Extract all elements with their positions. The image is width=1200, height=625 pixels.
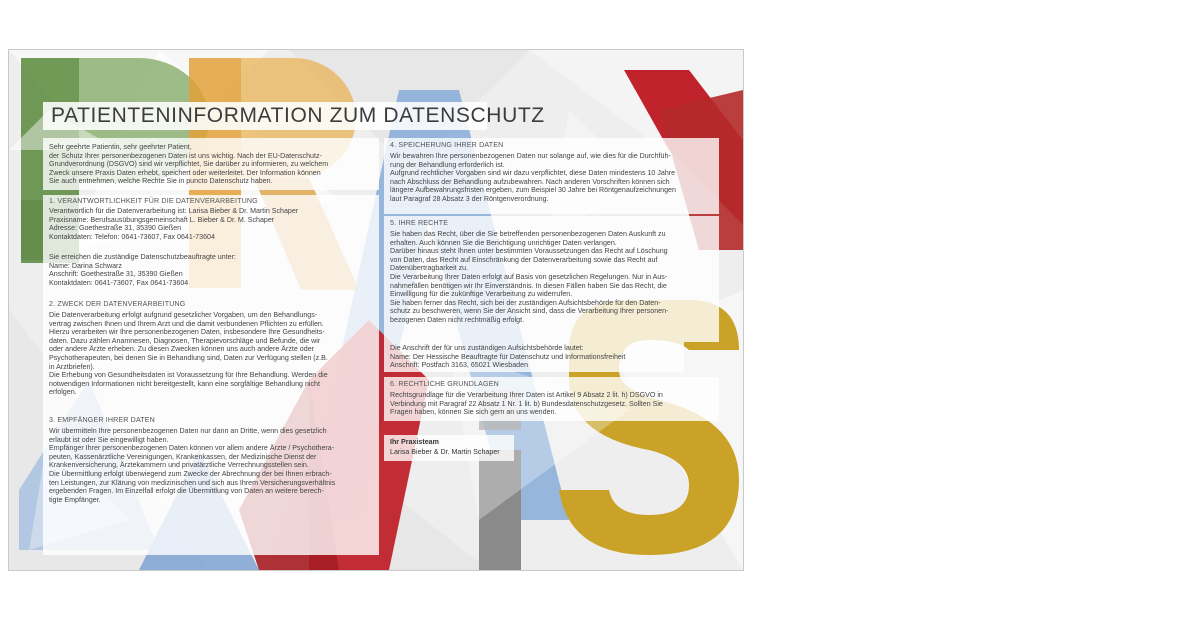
section-5-heading: 5. IHRE RECHTE	[390, 219, 449, 227]
section-6-body: Rechtsgrundlage für die Verarbeitung Ihrer Daten ist Artikel 9 Absatz 2 lit. h) DSGVO in Verbindung mit Paragraf 22 Absatz 1 Nr. 1 lit. b) Bundesdatenschutzgesetz. Sollten Sie Fragen haben, können Sie sich gern an uns wenden.	[390, 391, 663, 417]
section-4-panel	[384, 138, 719, 214]
section-6-heading: 6. RECHTLICHE GRUNDLAGEN	[390, 380, 499, 388]
page-title: PATIENTENINFORMATION ZUM DATENSCHUTZ	[51, 104, 545, 127]
section-3-heading: 3. EMPFÄNGER IHRER DATEN	[49, 416, 155, 424]
section-5-body: Sie haben das Recht, über die Sie betreffenden personenbezogenen Daten Auskunft zu erhalten. Auch können Sie die Berichtigung unrichtiger Daten verlangen. Darüber hinaus steht Ihnen unter bestimmten Voraussetzungen das Recht auf Löschung von Daten, das Recht auf Einschränkung der Datenverarbeitung sowie das Recht auf Datenübertragbarkeit zu. Die Verarbeitung Ihrer Daten erfolgt auf Basis von gesetzlichen Regelungen. Nur in Aus- nahmefällen benötigen wir Ihr Einverständnis. In diesen Fällen haben Sie das Recht, die Einwilligung für die zukünftige Verarbeitung zu widerrufen. Sie haben ferner das Recht, sich bei der zuständigen Aufsichtsbehörde für den Daten- schutz zu beschweren, wenn Sie der Ansicht sind, dass die Verarbeitung Ihrer personen- bezogenen Daten nicht rechtmäßig erfolgt.	[390, 230, 669, 324]
section-1-body: Verantwortlich für die Datenverarbeitung ist: Larisa Bieber & Dr. Martin Schaper Praxisname: Berufsausübungsgemeinschaft L. Bieber & Dr. M. Schaper Adresse: Goethestraße 31, 35390 Gießen Kontaktdaten: Telefon: 0641-73607, Fax 0641-73604	[49, 207, 299, 241]
section-5-panel	[384, 216, 719, 342]
title-box	[43, 102, 545, 130]
intro-panel	[43, 138, 379, 190]
section-6-panel	[384, 377, 719, 421]
info-sheet	[8, 49, 744, 571]
intro-text: Sehr geehrte Patientin, sehr geehrter Patient, der Schutz Ihrer personenbezogenen Daten ist uns wichtig. Nach der EU-Datenschutz- Grundverordnung (DSGVO) sind wir verpflichtet, Sie darüber zu informieren, zu welchem Zweck unsere Praxis Daten erhebt, speichert oder weiterleitet. Der Information können Sie auch entnehmen, welche Rechte Sie in puncto Datenschutz haben.	[49, 143, 329, 186]
authority-panel	[384, 342, 684, 372]
signature-names: Larisa Bieber & Dr. Martin Schaper	[390, 448, 500, 456]
section-2-heading: 2. ZWECK DER DATENVERARBEITUNG	[49, 300, 186, 308]
section-2-body: Die Datenverarbeitung erfolgt aufgrund gesetzlicher Vorgaben, um den Behandlungs- vertrag zwischen Ihnen und Ihrem Arzt und die damit verbundenen Pflichten zu erfüllen. Hierzu verarbeiten wir Ihre personenbezogenen Daten, insbesondere Ihre Gesundheits- daten. Dazu zählen Anamnesen, Diagnosen, Therapievorschläge und Befunde, die wir oder andere Ärzte erheben. Zu diesen Zwecken können uns auch andere Ärzte oder Psychotherapeuten, bei denen Sie in Behandlung sind, Daten zur Verfügung stellen (z.B. in Arztbriefen). Die Erhebung von Gesundheitsdaten ist Voraussetzung für Ihre Behandlung. Werden die notwendigen Informationen nicht bereitgestellt, kann eine sorgfältige Behandlung nicht erfolgen.	[49, 311, 328, 397]
authority-text: Die Anschrift der für uns zuständigen Aufsichtsbehörde lautet: Name: Der Hessische Beauftragte für Datenschutz und Informationsfreiheit Anschrift: Postfach 3163, 65021 Wiesbaden	[390, 344, 626, 370]
section-3-body: Wir übermitteln Ihre personenbezogenen Daten nur dann an Dritte, wenn dies gesetzlich erlaubt ist oder Sie eingewilligt haben. Empfänger Ihrer personenbezogenen Daten können vor allem andere Ärzte / Psychothera- peuten, Kassenärztliche Vereinigungen, Krankenkassen, der Medizinische Dienst der Krankenversicherung, Ärztekammern und privatärztliche Verrechnungsstellen sein. Die Übermittlung erfolgt überwiegend zum Zwecke der Abrechnung der bei Ihnen erbrach- ten Leistungen, zur Klärung von medizinischen und sich aus Ihrem Versicherungsverhältnis ergebenden Fragen. Im Einzelfall erfolgt die Übermittlung von Daten an weitere berech- tigte Empfänger.	[49, 427, 336, 504]
signature-team: Ihr Praxisteam	[390, 438, 439, 446]
signature-panel	[384, 435, 514, 461]
section-1-heading: 1. VERANTWORTLICHKEIT FÜR DIE DATENVERARBEITUNG	[49, 197, 258, 205]
section-4-heading: 4. SPEICHERUNG IHRER DATEN	[390, 141, 504, 149]
section-4-body: Wir bewahren Ihre personenbezogenen Daten nur solange auf, wie dies für die Durchfüh- rung der Behandlung erforderlich ist. Aufgrund rechtlicher Vorgaben sind wir dazu verpflichtet, diese Daten mindestens 10 Jahre nach Abschluss der Behandlung aufzubewahren. Nach anderen Vorschriften können sich längere Aufbewahrungsfristen ergeben, zum Beispiel 30 Jahre bei Röntgenaufzeichnungen laut Paragraf 28 Absatz 3 der Röntgenverordnung.	[390, 152, 676, 203]
section-1-dpo: Sie erreichen die zuständige Datenschutzbeauftragte unter: Name: Darina Schwarz Anschrift: Goethestraße 31, 35390 Gießen Kontaktdaten: 0641-73607, Fax 0641-73604	[49, 253, 236, 287]
